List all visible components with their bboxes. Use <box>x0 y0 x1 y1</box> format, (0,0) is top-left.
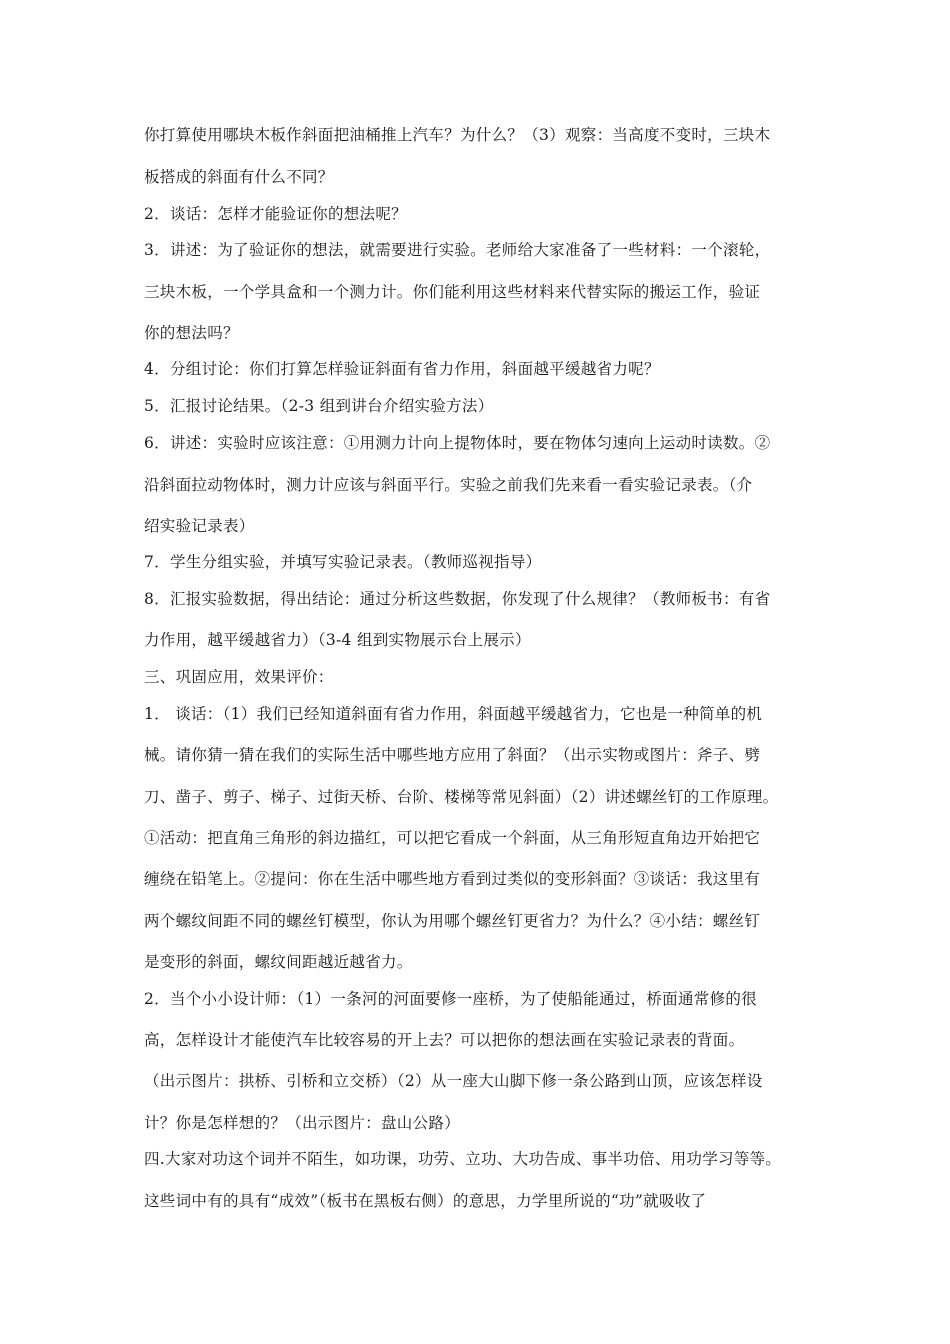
text-line: 刀、凿子、剪子、梯子、过街天桥、台阶、楼梯等常见斜面）（2）讲述螺丝钉的工作原理。 <box>144 788 779 806</box>
text-line: 7．学生分组实验，并填写实验记录表。（教师巡视指导） <box>144 553 542 571</box>
text-line: 4．分组讨论：你们打算怎样验证斜面有省力作用，斜面越平缓越省力呢？ <box>144 360 660 378</box>
text-line: 8．汇报实验数据，得出结论：通过分析这些数据，你发现了什么规律？（教师板书：有省 <box>144 590 771 608</box>
text-line: 缠绕在铅笔上。②提问：你在生活中哪些地方看到过类似的变形斜面？③谈话：我这里有 <box>144 870 761 888</box>
text-line: 这些词中有的具有“成效”（板书在黑板右侧）的意思，力学里所说的“功”就吸收了 <box>144 1192 707 1210</box>
text-line: ①活动：把直角三角形的斜边描红，可以把它看成一个斜面，从三角形短直角边开始把它 <box>144 829 761 847</box>
text-line: 四.大家对功这个词并不陌生，如功课，功劳、立功、大功告成、事半功倍、用功学习等等。 <box>144 1150 782 1168</box>
text-line: 板搭成的斜面有什么不同？ <box>144 168 334 186</box>
text-line: 你打算使用哪块木板作斜面把油桶推上汽车？为什么？（3）观察：当高度不变时，三块木 <box>144 126 771 144</box>
text-line: 是变形的斜面，螺纹间距越近越省力。 <box>144 953 413 971</box>
text-line: 5．汇报讨论结果。（2-3 组到讲台介绍实验方法） <box>144 397 494 415</box>
text-line: 绍实验记录表） <box>144 517 255 535</box>
text-line: 三块木板，一个学具盒和一个测力计。你们能利用这些材料来代替实际的搬运工作，验证 <box>144 283 761 301</box>
text-line: 3．讲述：为了验证你的想法，就需要进行实验。老师给大家准备了一些材料：一个滚轮， <box>144 241 771 259</box>
text-line: 三、巩固应用，效果评价： <box>144 668 334 686</box>
text-line: 6．讲述：实验时应该注意：①用测力计向上提物体时，要在物体匀速向上运动时读数。② <box>144 434 771 452</box>
text-line: 高，怎样设计才能使汽车比较容易的开上去？可以把你的想法画在实验记录表的背面。 <box>144 1031 745 1049</box>
text-line: 两个螺纹间距不同的螺丝钉模型，你认为用哪个螺丝钉更省力？为什么？④小结：螺丝钉 <box>144 912 761 930</box>
text-line: 力作用，越平缓越省力）（3-4 组到实物展示台上展示） <box>144 631 531 649</box>
text-line: 1． 谈话：（1）我们已经知道斜面有省力作用，斜面越平缓越省力，它也是一种简单的机 <box>144 705 763 723</box>
text-line: 你的想法吗？ <box>144 324 239 342</box>
text-line: 计？你是怎样想的？（出示图片：盘山公路） <box>144 1114 461 1132</box>
text-line: 2．谈话：怎样才能验证你的想法呢？ <box>144 205 407 223</box>
text-line: （出示图片：拱桥、引桥和立交桥）（2）从一座大山脚下修一条公路到山顶，应该怎样设 <box>144 1072 763 1090</box>
text-line: 械。请你猜一猜在我们的实际生活中哪些地方应用了斜面？（出示实物或图片：斧子、劈 <box>144 746 761 764</box>
text-line: 2．当个小小设计师：（1）一条河的河面要修一座桥，为了使船能通过，桥面通常修的很 <box>144 990 757 1008</box>
text-line: 沿斜面拉动物体时，测力计应该与斜面平行。实验之前我们先来看一看实验记录表。（介 <box>144 476 753 494</box>
